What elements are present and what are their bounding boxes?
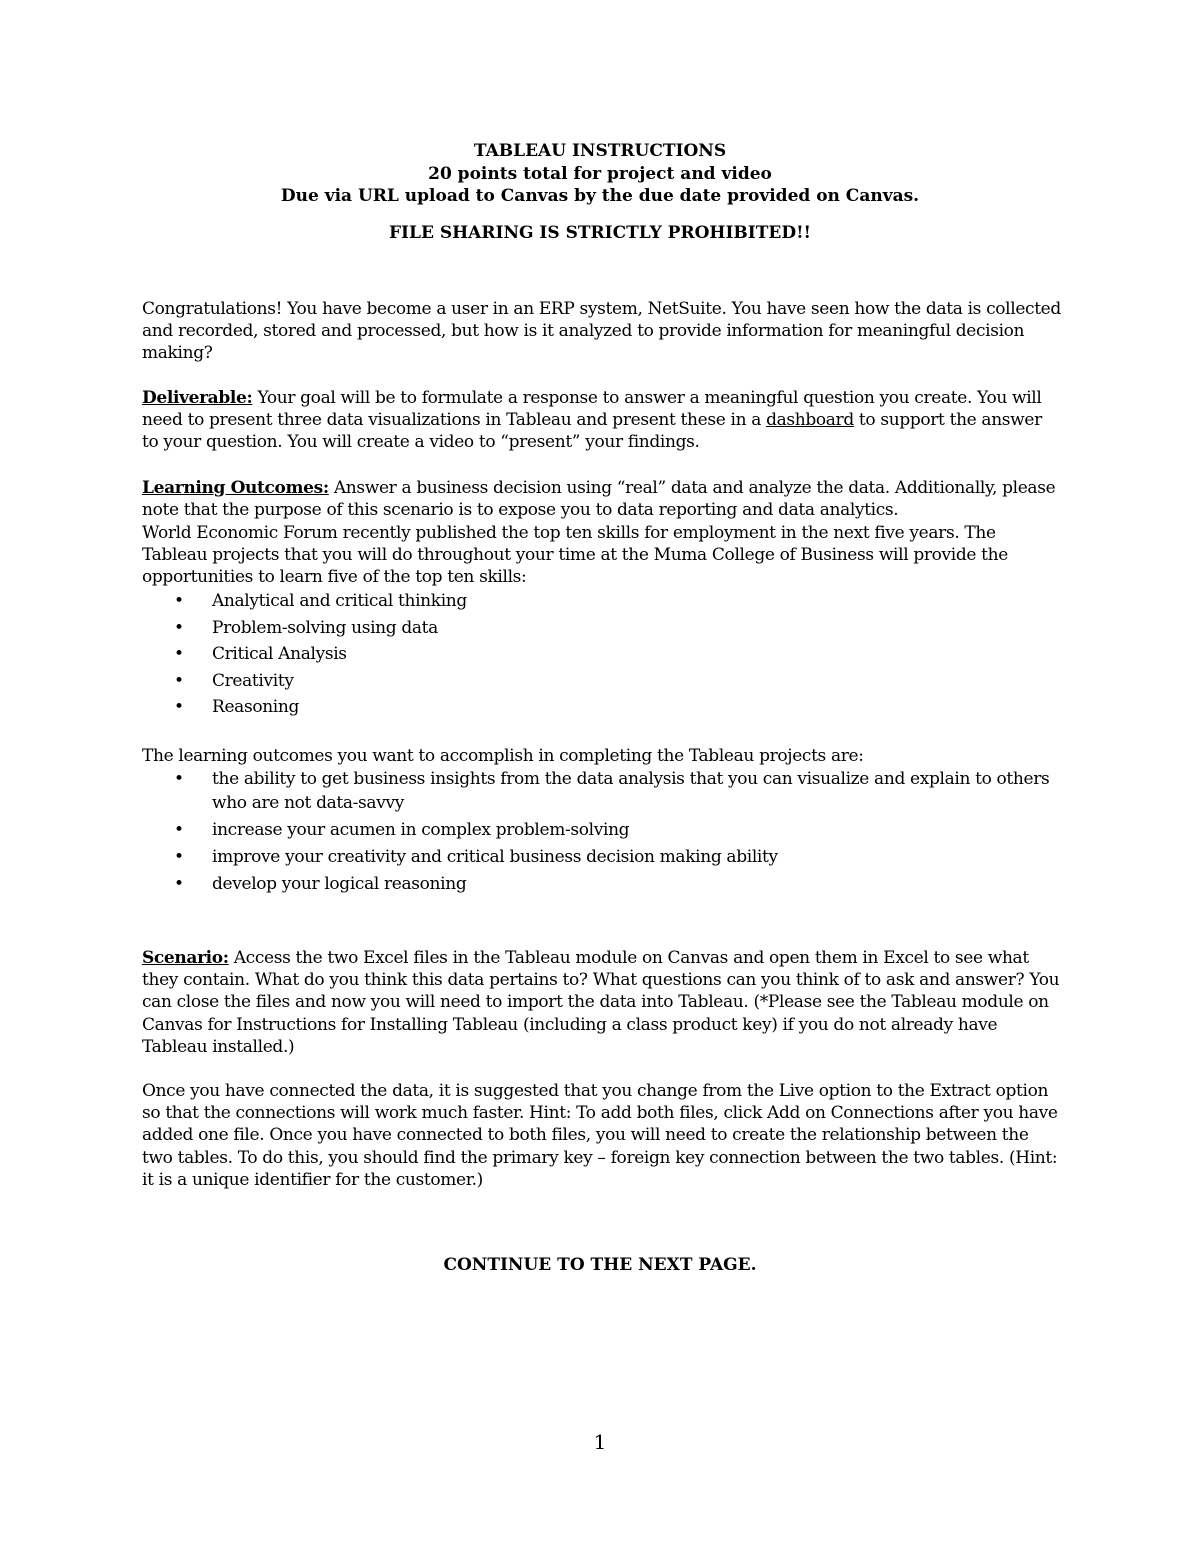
page-number: 1: [593, 1430, 607, 1454]
learning-outcomes-text: Answer a business decision using “real” data and analyze the data. Additionally, please note that the purpose of this scenario is to expose you to data reporting and data analytics.: [142, 478, 1056, 521]
learning-outcomes-label: Learning Outcomes:: [142, 478, 329, 499]
document-header: [0, 140, 1200, 244]
list-item: • the ability to get business insights from the data analysis that you can visualize and explain to others who are not data-savvy: [174, 768, 1050, 813]
list-item: • Critical Analysis: [142, 641, 1062, 668]
list-item: • Analytical and critical thinking: [142, 588, 1062, 615]
intro-paragraph: Congratulations! You have become a user in an ERP system, NetSuite. You have seen how the data is collected and recorded, stored and processed, but how is it analyzed to provide information for meaningful decision making?: [142, 299, 1061, 364]
bullet-icon: •: [174, 768, 184, 789]
bullet-icon: •: [174, 591, 184, 612]
due-line: Due via URL upload to Canvas by the due date provided on Canvas.: [280, 186, 920, 206]
list-item: • Creativity: [142, 668, 1062, 695]
document-title: TABLEAU INSTRUCTIONS: [473, 141, 727, 161]
deliverable-text-before: Your goal will be to formulate a response to answer a meaningful question you create. You will need to present three data visualizations in Tableau and present these in a: [142, 387, 1042, 430]
bullet-icon: •: [174, 697, 184, 718]
bullet-icon: •: [174, 873, 184, 894]
dashboard-term: dashboard: [766, 409, 854, 430]
scenario-label: Scenario:: [142, 947, 229, 968]
list-item: • develop your logical reasoning: [174, 873, 467, 894]
deliverable-text-after: to support the answer to your question. You will create a video to “present” your findings.: [142, 409, 1042, 453]
skills-list: [142, 588, 1062, 721]
deliverable-label: Deliverable:: [142, 387, 253, 408]
outcomes-intro: The learning outcomes you want to accomplish in completing the Tableau projects are:: [142, 745, 864, 766]
bullet-icon: •: [174, 617, 184, 638]
list-item: • increase your acumen in complex problem-solving: [174, 819, 630, 840]
list-item: • Reasoning: [142, 694, 1062, 721]
continue-notice: CONTINUE TO THE NEXT PAGE.: [443, 1255, 757, 1275]
file-sharing-warning: FILE SHARING IS STRICTLY PROHIBITED!!: [388, 222, 812, 243]
bullet-icon: •: [174, 644, 184, 665]
document-body: [142, 298, 1062, 1191]
deliverable-paragraph: [142, 387, 1062, 454]
points-line: 20 points total for project and video: [428, 163, 772, 184]
learning-outcomes-paragraph: [142, 477, 1062, 521]
bullet-icon: •: [174, 670, 184, 691]
list-item: • improve your creativity and critical business decision making ability: [174, 846, 778, 867]
connect-paragraph: Once you have connected the data, it is suggested that you change from the Live option to the Extract option so that the connections will work much faster. Hint: To add both files, click Add on Connections after you have added one file. Once you have connected to both files, you will need to create the relationship between the two tables. To do this, you should find the primary key – foreign key connection between the two tables. (Hint: it is a unique identifier for the customer.): [142, 1080, 1058, 1190]
outcomes-list: [142, 767, 1062, 896]
wef-paragraph: World Economic Forum recently published the top ten skills for employment in the next five years. The Tableau projects that you will do throughout your time at the Muma College of Business will provide the opportunities to learn five of the top ten skills:: [142, 522, 1008, 588]
bullet-icon: •: [174, 819, 184, 840]
list-item: • Problem-solving using data: [142, 615, 1062, 642]
scenario-text: Access the two Excel files in the Tableau module on Canvas and open them in Excel to see what they contain. What do you think this data pertains to? What questions can you think of to ask and answer? You can close the files and now you will need to import the data into Tableau. (*Please see the Tableau module on Canvas for Instructions for Installing Tableau (including a class product key) if you do not already have Tableau installed.): [142, 947, 1060, 1057]
bullet-icon: •: [174, 846, 184, 867]
scenario-paragraph: [142, 947, 1062, 1058]
